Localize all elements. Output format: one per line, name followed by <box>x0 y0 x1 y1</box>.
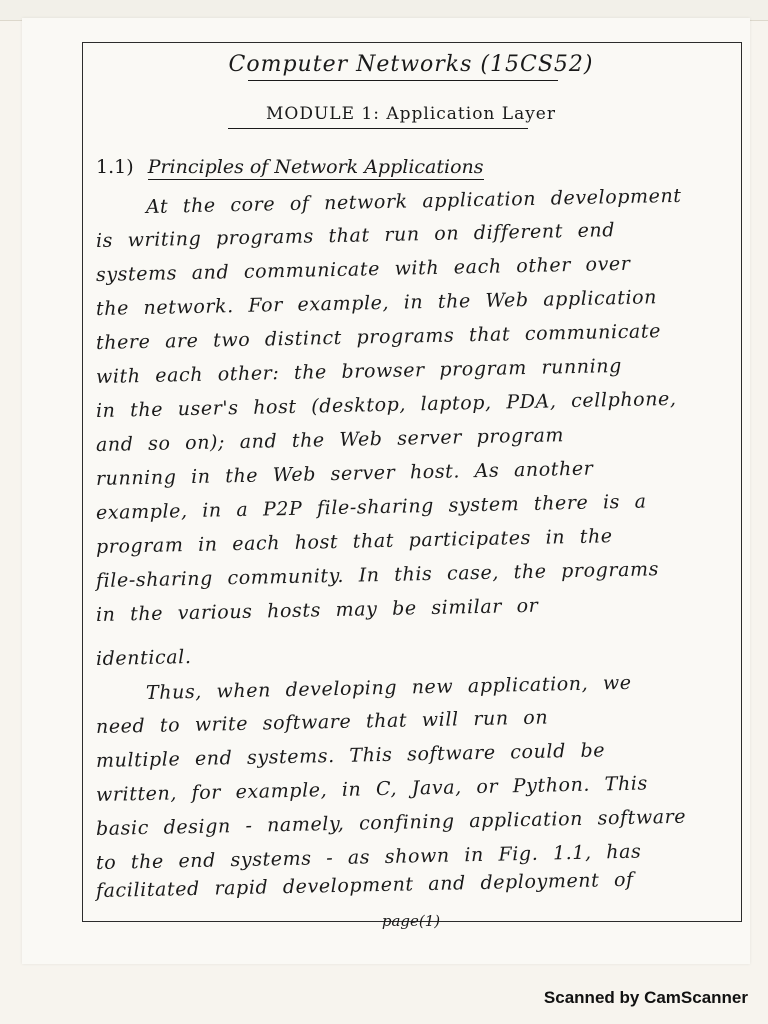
text-line: multiple end systems. This software could be <box>95 739 606 772</box>
text-line: running in the Web server host. As another <box>95 457 594 490</box>
text-line: in the user's host (desktop, laptop, PDA, cellphone, <box>95 387 677 422</box>
text-line: written, for example, in C, Java, or Python. This <box>95 772 649 806</box>
text-line: file-sharing community. In this case, the programs <box>95 558 660 592</box>
text-line: with each other: the browser program running <box>95 354 623 388</box>
title-underline <box>248 80 558 81</box>
text-line: basic design - namely, confining application software <box>95 805 687 840</box>
module-heading: MODULE 1: Application Layer <box>266 104 556 124</box>
section-heading <box>96 156 726 178</box>
text-line: facilitated rapid development and deployment of <box>95 868 634 902</box>
text-line: the network. For example, in the Web application <box>95 286 658 320</box>
text-line: example, in a P2P file-sharing system there is a <box>95 490 647 524</box>
section-number: 1.1) <box>96 156 134 178</box>
module-underline <box>228 128 528 129</box>
text-line: Thus, when developing new application, we <box>145 671 632 704</box>
text-line: need to write software that will run on <box>95 706 549 738</box>
text-line: in the various hosts may be similar or <box>95 594 539 626</box>
section-title: Principles of Network Applications <box>147 156 484 178</box>
page-title: Computer Networks (15CS52) <box>228 52 594 77</box>
text-line: is writing programs that run on different end <box>95 219 616 252</box>
page-number: page(1) <box>381 912 441 930</box>
text-line: there are two distinct programs that communicate <box>95 320 662 354</box>
text-line: identical. <box>95 646 192 670</box>
text-line: At the core of network application development <box>145 184 682 218</box>
text-line: to the end systems - as shown in Fig. 1.1, has <box>95 840 642 874</box>
scanner-watermark: Scanned by CamScanner <box>543 988 748 1007</box>
text-line: systems and communicate with each other over <box>95 252 631 286</box>
text-line: program in each host that participates in the <box>95 525 613 558</box>
text-line: and so on); and the Web server program <box>95 424 565 456</box>
